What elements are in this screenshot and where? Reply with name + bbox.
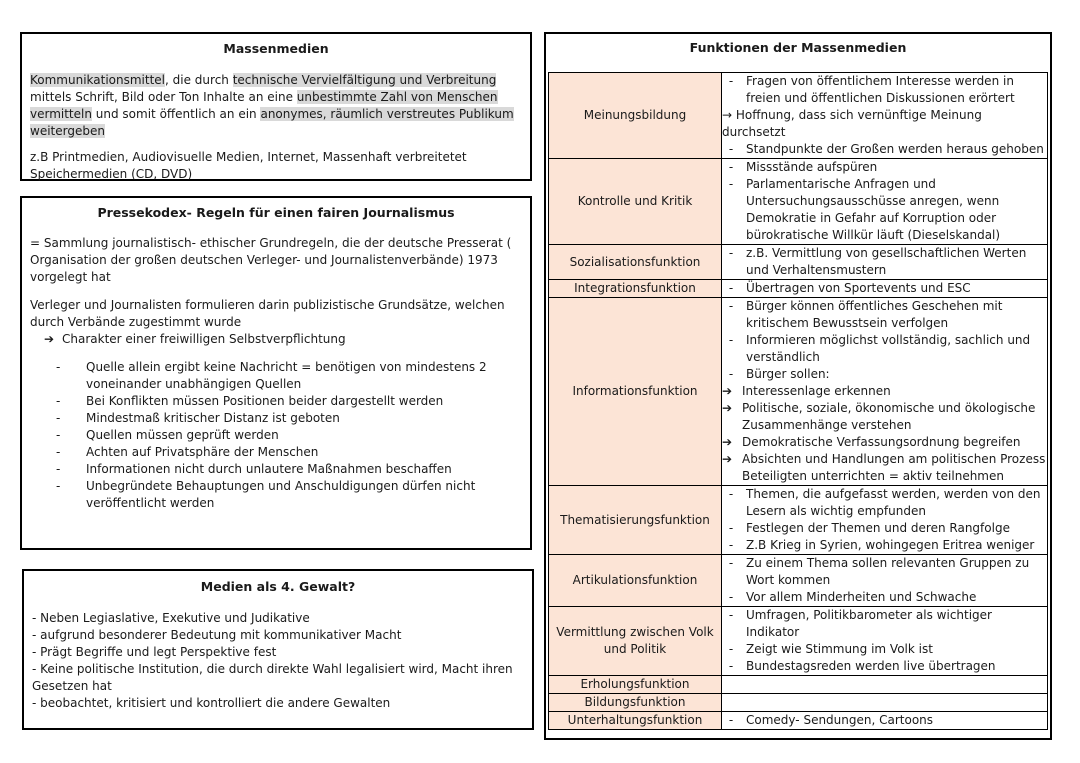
dash-marker: - [728,608,734,622]
dash-marker: - [728,246,734,260]
funktion-item-text: Vor allem Minderheiten und Schwache [746,590,977,604]
funktion-name: Erholungsfunktion [549,676,722,694]
dash-marker: - [56,394,61,408]
massenmedien-title: Massenmedien [223,41,329,56]
funktion-description [722,280,1048,298]
funktion-description [722,486,1048,555]
rule-item [30,461,520,478]
funktion-row [549,694,1048,712]
dash-marker: - [728,556,734,570]
definition-text: , die durch [165,73,233,87]
dash-marker: - [56,411,61,425]
funktion-name: Kontrolle und Kritik [549,159,722,245]
funktion-row [549,486,1048,555]
funktion-item-text: Zeigt wie Stimmung im Volk ist [746,642,933,656]
funktion-item [722,107,1047,141]
pressekodex-arrow-line [30,331,530,348]
funktion-description [722,245,1048,280]
funktion-item-text: Interessenlage erkennen [742,384,891,398]
funktion-item-text: Übertragen von Sportevents und ESC [746,281,971,295]
definition-text: und somit öffentlich an ein [91,107,261,121]
dash-marker: - [728,713,734,727]
pressekodex-box [20,196,532,550]
highlighted-term: unbestimmte Zahl von Menschen vermitteln [30,90,498,121]
funktion-item-text: Missstände aufspüren [746,160,878,174]
funktion-item-text: Standpunkte der Großen werden heraus gehoben [746,142,1044,156]
pressekodex-intro: = Sammlung journalistisch- ethischer Grundregeln, die der deutsche Presserat ( Organisation der großen deutschen Verleger- und Journalistenverbände) 1973 vorgelegt hat [30,236,512,284]
funktion-item [722,712,1047,729]
arrow-icon: ➔ [722,435,733,449]
funktion-item [722,141,1047,158]
massenmedien-definition [30,72,520,140]
funktion-row [549,607,1048,676]
massenmedien-box [20,32,532,181]
funktion-item [722,555,1047,589]
rule-text: Informationen nicht durch unlautere Maßnahmen beschaffen [86,462,452,476]
funktion-item [722,280,1047,297]
rule-text: Mindestmaß kritischer Distanz ist geboten [86,411,340,425]
funktion-item-text: Parlamentarische Anfragen und Untersuchungsausschüsse anregen, wenn Demokratie in Gefahr auf Korruption oder bürokratische Willkür läuft (Dieselskandal) [746,177,1001,242]
funktion-description [722,712,1048,730]
highlighted-term: technische Vervielfältigung und Verbreitung [232,73,497,87]
funktion-row [549,676,1048,694]
funktion-item [722,366,1047,383]
funktion-item [722,486,1047,520]
funktion-item-text: Fragen von öffentlichem Interesse werden in freien und öffentlichen Diskussionen erörtert [746,74,1015,105]
funktion-row [549,159,1048,245]
pressekodex-arrow-text: Charakter einer freiwilligen Selbstverpflichtung [62,332,346,346]
funktion-item [722,451,1047,485]
dash-marker: - [728,521,734,535]
dash-marker: - [728,367,734,381]
funktion-item-text: Z.B Krieg in Syrien, wohingegen Eritrea weniger [746,538,1035,552]
funktion-row [549,298,1048,486]
dash-marker: - [56,445,61,459]
pressekodex-title: Pressekodex- Regeln für einen fairen Journalismus [97,205,455,220]
dash-marker: - [728,74,734,88]
funktion-name: Integrationsfunktion [549,280,722,298]
funktion-item [722,589,1047,606]
rule-text: Quelle allein ergibt keine Nachricht = benötigen von mindestens 2 voneinander unabhängigen Quellen [86,360,487,391]
rule-text: Unbegründete Behauptungen und Anschuldigungen dürfen nicht veröffentlicht werden [86,479,476,510]
rule-item [30,427,520,444]
arrow-icon: ➔ [44,332,55,346]
funktion-item-text: Bundestagsreden werden live übertragen [746,659,996,673]
gewalt-line: - Prägt Begriffe und legt Perspektive fest [32,645,277,659]
gewalt-line: - beobachtet, kritisiert und kontrolliert die andere Gewalten [32,696,391,710]
gewalt-lines [32,610,522,712]
dash-marker: - [728,590,734,604]
rule-text: Bei Konflikten müssen Positionen beider dargestellt werden [86,394,444,408]
pressekodex-para: Verleger und Journalisten formulieren darin publizistische Grundsätze, welchen durch Verbände zugestimmt wurde [30,298,505,329]
funktion-row [549,555,1048,607]
dash-marker: - [728,538,734,552]
rule-item [30,393,520,410]
funktion-row [549,245,1048,280]
funktion-item-text: z.B. Vermittlung von gesellschaftlichen Werten und Verhaltensmustern [746,246,1027,277]
funktion-item-text: Umfragen, Politikbarometer als wichtiger Indikator [746,608,992,639]
funktion-item-text: Informieren möglichst vollständig, sachlich und verständlich [746,333,1031,364]
funktion-item-text: Zu einem Thema sollen relevanten Gruppen zu Wort kommen [746,556,1030,587]
funktion-description [722,555,1048,607]
rule-item [30,478,520,512]
funktion-name: Artikulationsfunktion [549,555,722,607]
funktion-item [722,520,1047,537]
dash-marker: - [728,333,734,347]
funktion-item [722,332,1047,366]
highlighted-term: anonymes, räumlich verstreutes Publikum weitergeben [30,107,514,138]
pressekodex-rules [30,359,520,512]
funktion-item [722,641,1047,658]
funktion-description [722,159,1048,245]
rule-item [30,444,520,461]
funktion-item-text: Bürger sollen: [746,367,830,381]
dash-marker: - [728,177,734,191]
funktion-item [722,383,1047,400]
funktion-description [722,607,1048,676]
funktion-name: Sozialisationsfunktion [549,245,722,280]
dash-marker: - [56,479,61,493]
dash-marker: - [56,462,61,476]
gewalt-line: - Neben Legiaslative, Exekutive und Judikative [32,611,310,625]
dash-marker: - [728,142,734,156]
funktion-row [549,712,1048,730]
gewalt-line: - aufgrund besonderer Bedeutung mit kommunikativer Macht [32,628,402,642]
dash-marker: - [728,487,734,501]
massenmedien-examples: z.B Printmedien, Audiovisuelle Medien, Internet, Massenhaft verbreitetet Speichermedien (CD, DVD) [30,150,467,181]
funktion-name: Thematisierungsfunktion [549,486,722,555]
funktion-item-text: → Hoffnung, dass sich vernünftige Meinung durchsetzt [722,108,982,139]
funktion-name: Meinungsbildung [549,73,722,159]
funktion-item [722,73,1047,107]
funktion-item-text: Demokratische Verfassungsordnung begreifen [742,435,1021,449]
funktion-item-text: Bürger können öffentliches Geschehen mit kritischem Bewusstsein verfolgen [746,299,1003,330]
funktion-name: Bildungsfunktion [549,694,722,712]
funktionen-box [544,32,1052,740]
funktion-description [722,73,1048,159]
funktionen-table [548,72,1048,730]
gewalt-line: - Keine politische Institution, die durch direkte Wahl legalisiert wird, Macht ihren Gesetzen hat [32,662,513,693]
funktion-item [722,159,1047,176]
funktion-name: Vermittlung zwischen Volk und Politik [549,607,722,676]
funktion-item [722,400,1047,434]
funktion-item-text: Politische, soziale, ökonomische und ökologische Zusammenhänge verstehen [742,401,1036,432]
rule-item [30,359,520,393]
funktion-item [722,434,1047,451]
funktion-item [722,537,1047,554]
highlighted-term: Kommunikationsmittel [30,73,166,87]
funktion-description [722,694,1048,712]
gewalt-title: Medien als 4. Gewalt? [200,579,356,594]
definition-text: mittels Schrift, Bild oder Ton Inhalte an eine [30,90,297,104]
arrow-icon: ➔ [722,401,733,415]
funktion-name: Informationsfunktion [549,298,722,486]
dash-marker: - [56,360,61,374]
funktion-description [722,298,1048,486]
dash-marker: - [728,299,734,313]
rule-text: Achten auf Privatsphäre der Menschen [86,445,319,459]
funktion-description [722,676,1048,694]
funktion-item-text: Festlegen der Themen und deren Rangfolge [746,521,1010,535]
funktion-row [549,73,1048,159]
funktionen-title: Funktionen der Massenmedien [689,40,907,55]
arrow-icon: ➔ [722,452,733,466]
dash-marker: - [728,642,734,656]
funktion-item-text: Absichten und Handlungen am politischen Prozess Beteiligten unterrichten = aktiv teilnehmen [742,452,1046,483]
funktion-item [722,607,1047,641]
funktion-item-text: Themen, die aufgefasst werden, werden von den Lesern als wichtig empfunden [746,487,1041,518]
arrow-icon: ➔ [722,384,733,398]
funktion-item [722,176,1047,244]
funktion-item [722,658,1047,675]
dash-marker: - [728,659,734,673]
funktion-row [549,280,1048,298]
funktion-name: Unterhaltungsfunktion [549,712,722,730]
funktion-item-text: Comedy- Sendungen, Cartoons [746,713,934,727]
rule-text: Quellen müssen geprüft werden [86,428,279,442]
dash-marker: - [728,281,734,295]
dash-marker: - [56,428,61,442]
rule-item [30,410,520,427]
gewalt-box [22,569,534,730]
funktion-item [722,245,1047,279]
funktion-item [722,298,1047,332]
dash-marker: - [728,160,734,174]
